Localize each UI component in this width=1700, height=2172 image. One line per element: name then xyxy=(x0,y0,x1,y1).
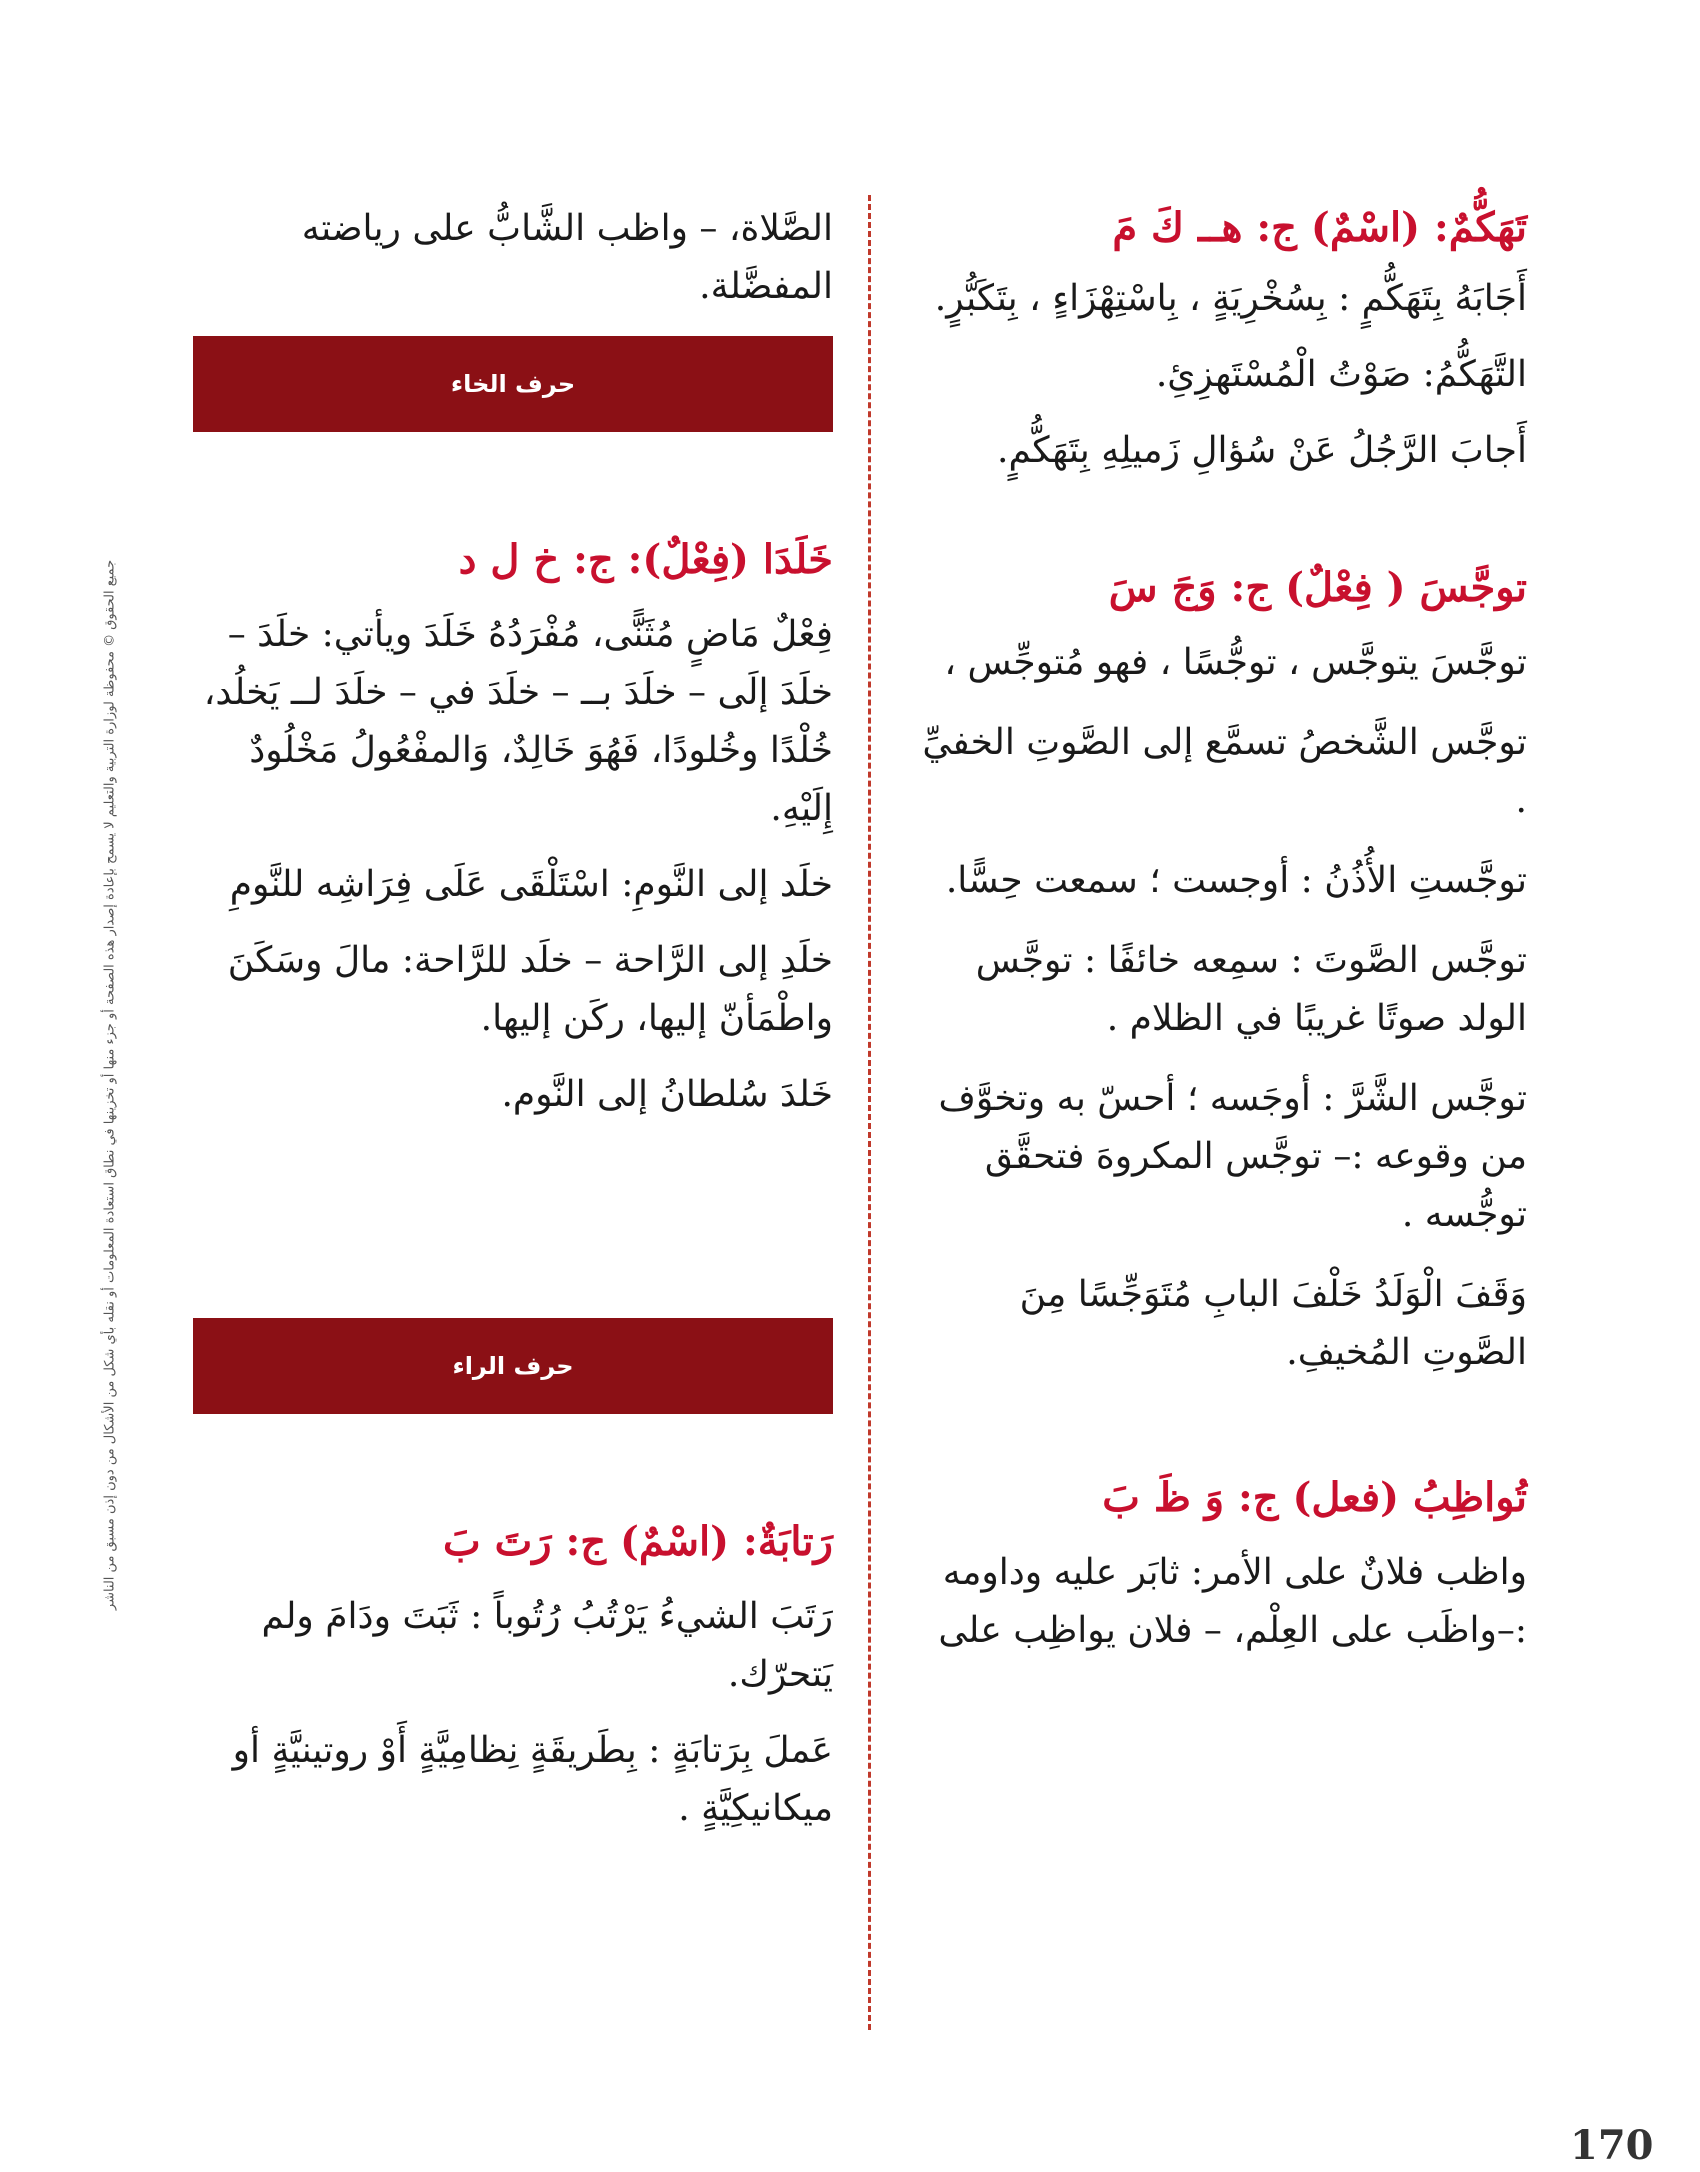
entry-tahakkum xyxy=(912,200,1527,480)
section-header-ra xyxy=(193,1318,833,1414)
entry-line: خلَدِ إلى الرَّاحة – خلَد للرَّاحة: مالَ وسَكَنَ واطْمَأنّ إليها، ركَن إليها. xyxy=(227,940,833,1039)
entry-line: توجَّسَ يتوجَّس ، توجُّسًا ، فهو مُتوجِّس ، xyxy=(944,642,1527,683)
entry-line: خَلدَ سُلطانُ إلى النَّوم. xyxy=(501,1074,833,1115)
entry-tawajjasa xyxy=(912,560,1527,1382)
entry-khalada xyxy=(193,532,833,1124)
entry-line: توجَّس الصَّوتَ : سمِعه خائفًا : توجَّس الولد صوتًا غريبًا في الظلام . xyxy=(975,940,1527,1039)
headword-tahakkum: تَهَكُّمٌ: (اسْمٌ) ج: هــ كَ مَ xyxy=(1112,204,1527,251)
entry-tuwazibu xyxy=(912,1470,1527,1660)
entry-line: أَجَابَهُ بِتَهَكُّمٍ : بِسُخْرِيَةٍ ، بِاسْتِهْزَاءٍ ، بِتَكَبُّرٍ. xyxy=(934,278,1527,319)
entry-line: أَجابَ الرَّجُلُ عَنْ سُؤالِ زَميلِهِ بِتَهَكُّمٍ. xyxy=(997,430,1527,471)
copyright-sidebar-note: جميع الحقوق © محفوظة لوزارة التربية والتعليم لا يسمح بإعادة إصدار هذه الصفحة أو جزء منها أو تخزينها في نطاق استعادة المعلومات أو نقله بأي شكل من الأشكال من دون إذن مسبق من الناشر xyxy=(102,559,118,1611)
headword-rataba: رَتابَةٌ: (اسْمٌ) ج: رَتَ بَ xyxy=(443,1518,833,1565)
headword-tuwazibu: تُواظِبُ (فعل) ج: وَ ظَ بَ xyxy=(1102,1474,1527,1521)
entry-line: التَّهَكُّمُ: صَوْتُ الْمُسْتَهزِئِ. xyxy=(1155,354,1527,395)
continuation-text: الصَّلاة، – واظب الشَّابُّ على رياضته المفضَّلة. xyxy=(301,208,833,307)
headword-tawajjasa: توجَّسَ ( فِعْلٌ) ج: وَجَ سَ xyxy=(1108,564,1527,611)
section-header-label: حرف الخاء xyxy=(450,370,576,398)
section-header-kha xyxy=(193,336,833,432)
column-divider xyxy=(868,195,871,2030)
entry-line: رَتَبَ الشيءُ يَرْتُبُ رُتُوباً : ثَبَتَ ودَامَ ولم يَتحرّك. xyxy=(261,1596,833,1695)
entry-line: وَقَفَ الْوَلَدُ خَلْفَ البابِ مُتَوَجِّسًا مِنَ الصَّوتِ المُخيفِ. xyxy=(1019,1274,1527,1373)
entry-line: واظب فلانٌ على الأمر: ثابَر عليه وداومه :–واظَب على العِلْم، – فلان يواظِب على xyxy=(938,1552,1527,1651)
left-column xyxy=(193,200,833,1856)
headword-khalada: خَلَدَا (فِعْلٌ): ج: خ ل د xyxy=(458,536,833,583)
entry-line: عَملَ بِرَتابَةٍ : بِطَريقَةٍ نِظامِيَّةٍ أَوْ روتينيَّةٍ أو ميكانيكِيَّةٍ . xyxy=(232,1730,833,1829)
entry-line: توجَّس الشَّرَّ : أوجَسه ؛ أحسّ به وتخوَّف من وقوعه :– توجَّس المكروهَ فتحقَّق توجُّسه . xyxy=(938,1078,1527,1235)
entry-line: توجَّس الشَّخصُ تسمَّع إلى الصَّوتِ الخفيِّ . xyxy=(922,722,1527,821)
section-header-label: حرف الراء xyxy=(452,1352,574,1380)
entry-rataba xyxy=(193,1514,833,1838)
page-number: 170 xyxy=(1570,2122,1654,2169)
entry-line: توجَّستِ الأُذُنُ : أوجست ؛ سمعت حِسًّا. xyxy=(945,860,1527,901)
entry-line: فِعْلٌ مَاضٍ مُثَنًّى، مُفْرَدُهُ خَلَدَ ويأتي: خلَدَ –خلَدَ إلَى – خلَدَ بــ – خلَدَ في – خلَدَ لــ يَخلُد، خُلْدًا وخُلودًا، فَهُوَ خَالِدٌ، وَالمفْعُولُ مَخْلُودٌ إِلَيْهِ. xyxy=(203,614,833,829)
right-column xyxy=(912,200,1527,1678)
entry-line: خلَد إلى النَّومِ: اسْتَلْقَى عَلَى فِرَاشِه للنَّومِ xyxy=(229,864,833,905)
